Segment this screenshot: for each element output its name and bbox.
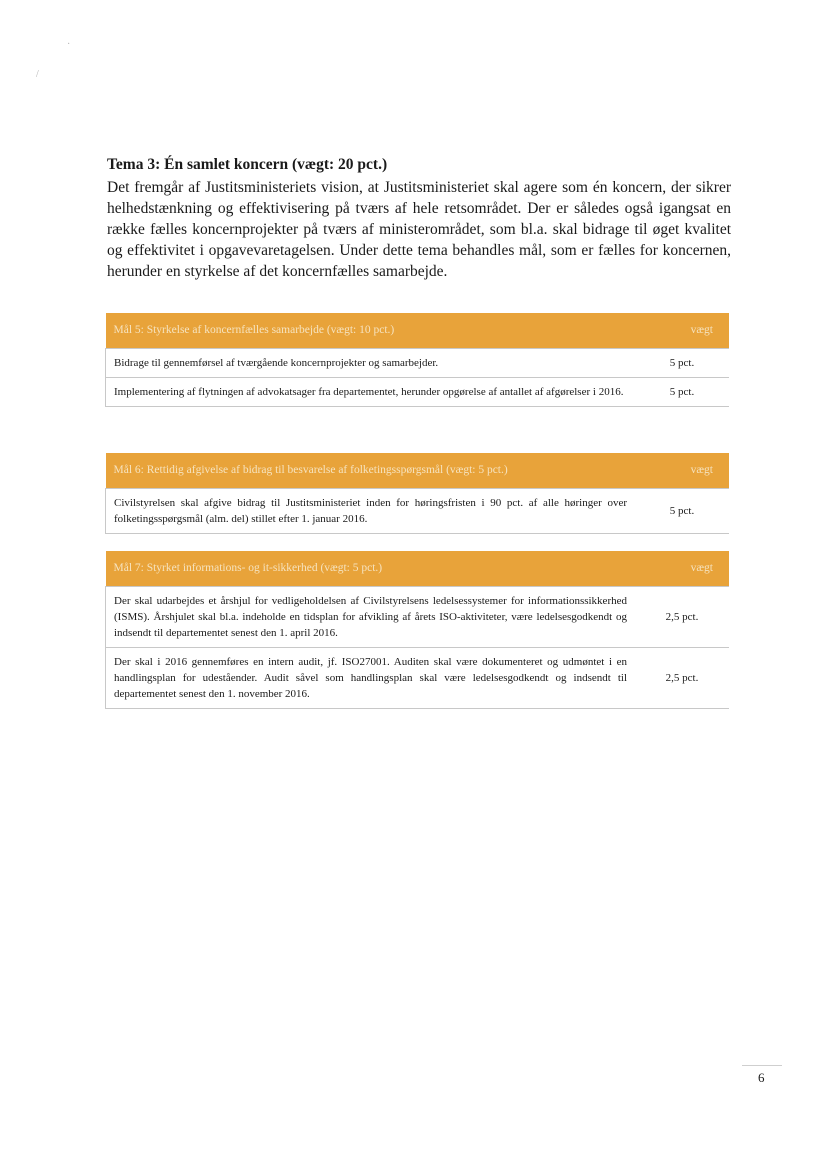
goal-weight: 5 pct. xyxy=(635,348,729,377)
table-row xyxy=(106,586,730,647)
weight-column-header: vægt xyxy=(690,464,713,477)
goal-requirement: Civilstyrelsen skal afgive bidrag til Justitsministeriet inden for høringsfristen i 90 pct. af alle høringer over folketingsspørgsmål (alm. del) stillet efter 1. januar 2016. xyxy=(106,488,636,533)
table-row xyxy=(106,647,730,708)
table-row xyxy=(106,377,730,406)
goal-requirement: Der skal udarbejdes et årshjul for vedligeholdelsen af Civilstyrelsens ledelsessystemer for informationssikkerhed (ISMS). Årshjulet skal bl.a. indeholde en tidsplan for afvikling af årets ISO-aktiviteter, være ledelsesgodkendt og indsendt til departementet senest den 1. april 2016. xyxy=(106,586,636,647)
weight-column-header: vægt xyxy=(690,324,713,337)
goal-5-table xyxy=(105,313,729,407)
scan-speck: / xyxy=(36,69,39,80)
goal-header xyxy=(106,453,730,488)
section-body: Det fremgår af Justitsministeriets vision, at Justitsministeriet skal agere som én koncern, der sikrer helhedstænkning og effektivisering på tværs af hele retsområdet. Der er således også igangsat en række fælles koncernprojekter på tværs af ministerområdet, som bl.a. skal bidrage til øget kvalitet og effektivitet i opgavevaretagelsen. Under dette tema behandles mål, som er fælles for koncernen, herunder en styrkelse af det koncernfælles samarbejde. xyxy=(107,179,731,280)
goal-header xyxy=(106,313,730,348)
table-row xyxy=(106,488,730,533)
goal-header xyxy=(106,551,730,586)
weight-column-header: vægt xyxy=(690,562,713,575)
page-number: 6 xyxy=(758,1070,765,1085)
goal-title: Mål 5: Styrkelse af koncernfælles samarbejde (vægt: 10 pct.) xyxy=(113,324,395,337)
goal-weight: 2,5 pct. xyxy=(635,647,729,708)
goal-title: Mål 7: Styrket informations- og it-sikkerhed (vægt: 5 pct.) xyxy=(113,562,383,575)
theme-section xyxy=(107,154,731,282)
goal-weight: 2,5 pct. xyxy=(635,586,729,647)
goal-requirement: Bidrage til gennemførsel af tværgående koncernprojekter og samarbejder. xyxy=(106,348,636,377)
goal-weight: 5 pct. xyxy=(635,488,729,533)
goal-weight: 5 pct. xyxy=(635,377,729,406)
goal-6-table xyxy=(105,453,729,534)
goal-requirement: Implementering af flytningen af advokatsager fra departementet, herunder opgørelse af antallet af afgørelser i 2016. xyxy=(106,377,636,406)
section-title: Tema 3: Én samlet koncern (vægt: 20 pct.) xyxy=(107,156,388,173)
goal-requirement: Der skal i 2016 gennemføres en intern audit, jf. ISO27001. Auditen skal være dokumenteret og udmøntet i en handlingsplan for udeståender. Audit såvel som handlingsplan skal være ledelsesgodkendt og indsendt til departementet senest den 1. november 2016. xyxy=(106,647,636,708)
table-row xyxy=(106,348,730,377)
goal-7-table xyxy=(105,551,729,709)
goal-title: Mål 6: Rettidig afgivelse af bidrag til besvarelse af folketingsspørgsmål (vægt: 5 pct.) xyxy=(113,464,508,477)
scan-speck: · xyxy=(67,39,71,50)
footer-rule xyxy=(742,1065,782,1066)
